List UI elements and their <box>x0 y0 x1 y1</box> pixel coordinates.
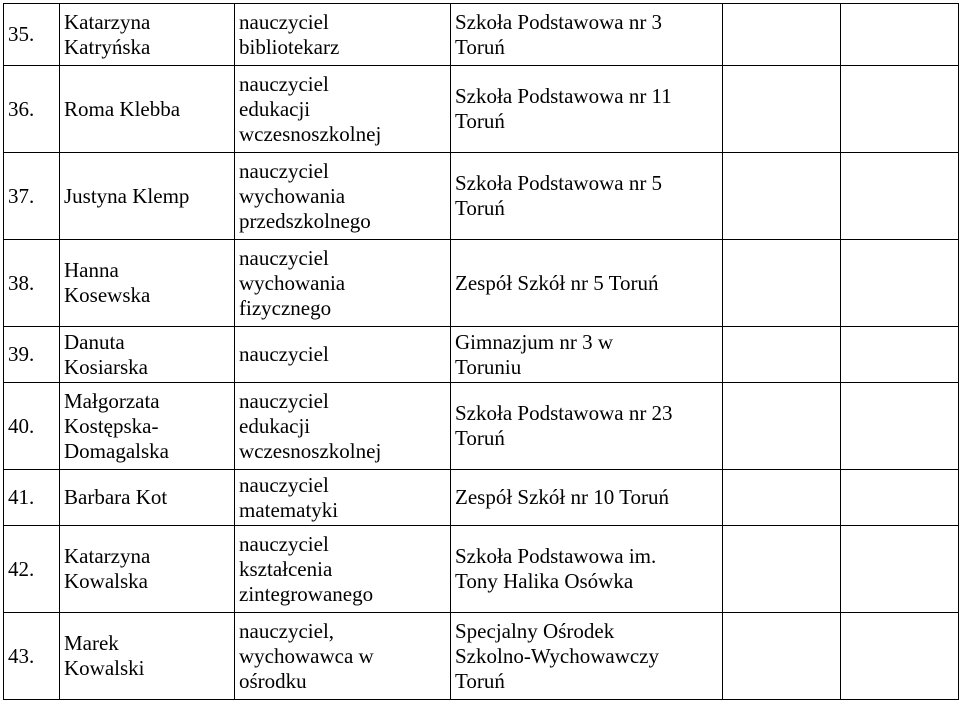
position-line: nauczyciel, <box>239 618 335 643</box>
position-line: nauczyciel <box>239 472 329 497</box>
position-line: wychowawca w <box>239 643 374 668</box>
school <box>451 4 723 66</box>
empty-cell <box>723 470 841 526</box>
name-line: Kowalski <box>64 656 145 680</box>
name-line: Katryńska <box>64 34 151 59</box>
position-line: nauczyciel <box>239 9 329 34</box>
table-row <box>4 383 959 470</box>
table-row <box>4 153 959 240</box>
name-line: Katarzyna <box>64 544 151 568</box>
position-line: nauczyciel <box>239 158 329 183</box>
empty-cell <box>841 4 959 66</box>
school <box>451 240 723 327</box>
name-line: Małgorzata <box>64 388 160 413</box>
school-line: Tony Halika Osówka <box>455 569 634 593</box>
empty-cell <box>841 613 959 700</box>
position <box>235 613 451 700</box>
position-line: nauczyciel <box>239 388 329 413</box>
school <box>451 526 723 613</box>
school-line: Szkoła Podstawowa im. <box>455 544 657 568</box>
position-line: kształcenia <box>239 556 333 581</box>
school-line: Gimnazjum nr 3 w <box>455 329 614 354</box>
position <box>235 383 451 470</box>
position-line: ośrodku <box>239 668 307 693</box>
position-line: matematyki <box>239 497 339 522</box>
school-line: Szkoła Podstawowa nr 23 <box>455 401 673 425</box>
position-line: nauczyciel <box>239 71 329 96</box>
person-name <box>60 613 235 700</box>
empty-cell <box>723 526 841 613</box>
school-line: Specjalny Ośrodek <box>455 618 615 643</box>
row-number: 41. <box>4 470 60 526</box>
position-line: bibliotekarz <box>239 34 340 59</box>
person-name <box>60 526 235 613</box>
empty-cell <box>723 327 841 383</box>
school-line: Szkoła Podstawowa nr 3 <box>455 9 663 34</box>
name-line: Marek <box>64 631 119 655</box>
position-line: edukacji <box>239 413 311 438</box>
row-number: 39. <box>4 327 60 383</box>
position-line: edukacji <box>239 96 311 121</box>
table-row <box>4 526 959 613</box>
name-line: Domagalska <box>64 438 169 463</box>
name-line: Danuta <box>64 329 125 354</box>
staff-table <box>3 3 959 700</box>
row-number: 36. <box>4 66 60 153</box>
school-line: Szkolno-Wychowawczy <box>455 643 660 668</box>
table-row <box>4 613 959 700</box>
name-line: Kowalska <box>64 569 148 593</box>
empty-cell <box>723 613 841 700</box>
person-name <box>60 470 235 526</box>
row-number: 37. <box>4 153 60 240</box>
empty-cell <box>841 383 959 470</box>
table-row <box>4 240 959 327</box>
name-line: Katarzyna <box>64 9 151 34</box>
row-number: 42. <box>4 526 60 613</box>
position <box>235 153 451 240</box>
empty-cell <box>841 327 959 383</box>
table-body <box>4 4 959 700</box>
table-row <box>4 327 959 383</box>
position-line: nauczyciel <box>239 342 329 366</box>
school <box>451 66 723 153</box>
empty-cell <box>841 470 959 526</box>
person-name <box>60 4 235 66</box>
school-line: Toruń <box>455 668 505 693</box>
school-line: Toruń <box>455 34 505 59</box>
school <box>451 327 723 383</box>
position-line: przedszkolnego <box>239 208 371 233</box>
row-number: 35. <box>4 4 60 66</box>
school <box>451 153 723 240</box>
name-line: Hanna <box>64 258 119 282</box>
name-line: Justyna Klemp <box>64 183 190 208</box>
row-number: 43. <box>4 613 60 700</box>
row-number: 38. <box>4 240 60 327</box>
person-name <box>60 66 235 153</box>
position-line: wychowania <box>239 270 346 295</box>
name-line: Barbara Kot <box>64 485 168 509</box>
school-line: Szkoła Podstawowa nr 5 <box>455 171 663 195</box>
school-line: Toruniu <box>455 354 522 379</box>
table-row <box>4 4 959 66</box>
empty-cell <box>723 153 841 240</box>
table-row <box>4 470 959 526</box>
school-line: Toruń <box>455 196 505 220</box>
position-line: nauczyciel <box>239 245 329 270</box>
position <box>235 526 451 613</box>
position-line: zintegrowanego <box>239 581 374 606</box>
school <box>451 613 723 700</box>
position <box>235 4 451 66</box>
position <box>235 327 451 383</box>
row-number: 40. <box>4 383 60 470</box>
table-row <box>4 66 959 153</box>
empty-cell <box>723 66 841 153</box>
empty-cell <box>841 66 959 153</box>
school-line: Toruń <box>455 109 505 133</box>
person-name <box>60 240 235 327</box>
position-line: nauczyciel <box>239 531 329 556</box>
empty-cell <box>723 383 841 470</box>
person-name <box>60 327 235 383</box>
school-line: Zespół Szkół nr 10 Toruń <box>455 485 669 509</box>
empty-cell <box>841 153 959 240</box>
position-line: wychowania <box>239 183 346 208</box>
position <box>235 66 451 153</box>
empty-cell <box>723 4 841 66</box>
position-line: fizycznego <box>239 295 332 320</box>
position-line: wczesnoszkolnej <box>239 121 382 146</box>
school-line: Zespół Szkół nr 5 Toruń <box>455 270 659 295</box>
name-line: Kostępska- <box>64 413 159 438</box>
name-line: Kosewska <box>64 283 151 307</box>
school <box>451 470 723 526</box>
school-line: Toruń <box>455 426 505 450</box>
empty-cell <box>841 240 959 327</box>
position <box>235 240 451 327</box>
person-name <box>60 383 235 470</box>
name-line: Kosiarska <box>64 354 148 379</box>
empty-cell <box>841 526 959 613</box>
empty-cell <box>723 240 841 327</box>
school-line: Szkoła Podstawowa nr 11 <box>455 84 672 108</box>
person-name <box>60 153 235 240</box>
name-line: Roma Klebba <box>64 96 181 121</box>
position <box>235 470 451 526</box>
school <box>451 383 723 470</box>
position-line: wczesnoszkolnej <box>239 438 382 463</box>
